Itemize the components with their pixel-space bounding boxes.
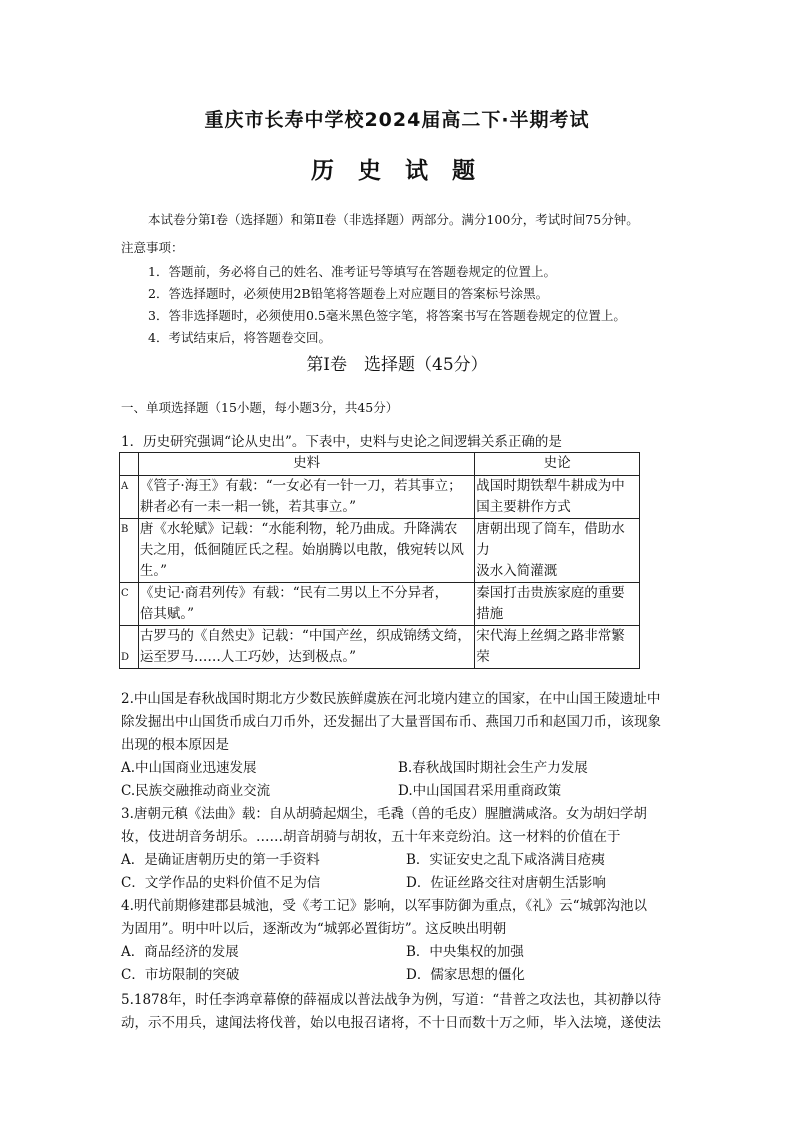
question-5-stem: 动，示不用兵，逮闻法将伐普，始以电报召诸将，不十日而数十万之师，毕入法境，遂使法 bbox=[121, 1015, 661, 1031]
question-3-stem: 妆，伎进胡音务胡乐。……胡音胡骑与胡妆，五十年来竞纷泊。这一材料的价值在于 bbox=[121, 829, 621, 845]
option-b: B．实证安史之乱下咸洛满目疮痍 bbox=[406, 852, 605, 868]
option-d: D.中山国国君采用重商政策 bbox=[398, 783, 562, 799]
option-d: D．佐证丝路交往对唐朝生活影响 bbox=[406, 875, 606, 891]
question-2-stem: 除发掘出中山国货币成白刀币外，还发掘出了大量晋国布币、燕国刀币和赵国刀币，该现象 bbox=[121, 714, 661, 730]
table-corner-cell bbox=[120, 453, 139, 476]
row-label: C bbox=[120, 583, 139, 626]
exam-title: 重庆市长寿中学校2024届高二下·半期考试 bbox=[204, 109, 590, 131]
row-label: B bbox=[120, 519, 139, 583]
option-b: B.春秋战国时期社会生产力发展 bbox=[398, 760, 588, 776]
row-source: 唐《水轮赋》记载：“水能利物，轮乃曲成。升降满农 夫之用，低徊随匠氏之程。始崩腾以电散，俄宛转以风 生。” bbox=[138, 519, 474, 583]
row-source: 《史记·商君列传》有载：“民有二男以上不分异者， 倍其赋。” bbox=[138, 583, 474, 626]
question-4-stem: 4.明代前期修建郡县城池，受《考工记》影响，以军事防御为重点，《礼》云“城郭沟池以 bbox=[121, 898, 648, 914]
option-c: C．市坊限制的突破 bbox=[121, 967, 240, 983]
row-argument: 宋代海上丝绸之路非常繁 荣 bbox=[475, 626, 640, 669]
row-label: D bbox=[120, 626, 139, 669]
row-argument: 唐朝出现了筒车，借助水力 汲水入简灌溉 bbox=[475, 519, 640, 583]
table-row bbox=[120, 583, 640, 626]
option-c: C.民族交融推动商业交流 bbox=[121, 783, 271, 799]
subject-title: 历 史 试 题 bbox=[310, 158, 484, 184]
table-row bbox=[120, 626, 640, 669]
section-title: 第Ⅰ卷 选择题（45分） bbox=[306, 355, 488, 375]
note-item: 4．考试结束后，将答题卷交回。 bbox=[148, 330, 331, 345]
row-source: 《管子·海王》有载：“一女必有一针一刀，若其事立； 耕者必有一耒一耜一铫，若其事立。” bbox=[138, 476, 474, 519]
row-argument: 战国时期铁犁牛耕成为中 国主要耕作方式 bbox=[475, 476, 640, 519]
part-title: 一、单项选择题（15小题，每小题3分，共45分） bbox=[121, 400, 399, 415]
question-1-table bbox=[119, 452, 640, 669]
note-item: 2．答选择题时，必须使用2B铅笔将答题卷上对应题目的答案标号涂黑。 bbox=[148, 286, 549, 301]
notes-heading: 注意事项： bbox=[121, 240, 184, 255]
question-2-stem: 出现的根本原因是 bbox=[121, 737, 229, 753]
table-row bbox=[120, 519, 640, 583]
question-3-stem: 3.唐朝元稹《法曲》载：自从胡骑起烟尘，毛毳（兽的毛皮）腥膻满咸洛。女为胡妇学胡 bbox=[121, 806, 647, 822]
table-header-row bbox=[120, 453, 640, 476]
question-1-stem: 1．历史研究强调“论从史出”。下表中，史料与史论之间逻辑关系正确的是 bbox=[121, 434, 562, 450]
exam-intro: 本试卷分第Ⅰ卷（选择题）和第Ⅱ卷（非选择题）两部分。满分100分，考试时间75分钟。 bbox=[148, 212, 639, 227]
table-row bbox=[120, 476, 640, 519]
note-item: 3．答非选择题时，必须使用0.5毫米黑色签字笔，将答案书写在答题卷规定的位置上。 bbox=[148, 308, 626, 323]
table-header-argument: 史论 bbox=[475, 453, 640, 476]
option-a: A．商品经济的发展 bbox=[121, 944, 239, 960]
table-header-source: 史料 bbox=[138, 453, 474, 476]
row-source: 古罗马的《自然史》记载：“中国产丝，织成锦绣文绮， 运至罗马……人工巧妙，达到极点。” bbox=[138, 626, 474, 669]
question-4-stem: 为固用”。明中叶以后，逐渐改为“城郭必置街坊”。这反映出明朝 bbox=[121, 921, 507, 937]
row-label: A bbox=[120, 476, 139, 519]
option-d: D．儒家思想的僵化 bbox=[406, 967, 525, 983]
option-b: B．中央集权的加强 bbox=[406, 944, 524, 960]
note-item: 1．答题前，务必将自己的姓名、准考证号等填写在答题卷规定的位置上。 bbox=[148, 264, 556, 279]
option-c: C．文学作品的史料价值不足为信 bbox=[121, 875, 321, 891]
question-5-stem: 5.1878年，时任李鸿章幕僚的薛福成以普法战争为例，写道：“昔普之攻法也，其初静以待 bbox=[121, 992, 662, 1008]
question-2-stem: 2.中山国是春秋战国时期北方少数民族鲜虞族在河北境内建立的国家，在中山国王陵遗址中 bbox=[121, 691, 661, 707]
option-a: A．是确证唐朝历史的第一手资料 bbox=[121, 852, 320, 868]
row-argument: 秦国打击贵族家庭的重要 措施 bbox=[475, 583, 640, 626]
option-a: A.中山国商业迅速发展 bbox=[121, 760, 257, 776]
